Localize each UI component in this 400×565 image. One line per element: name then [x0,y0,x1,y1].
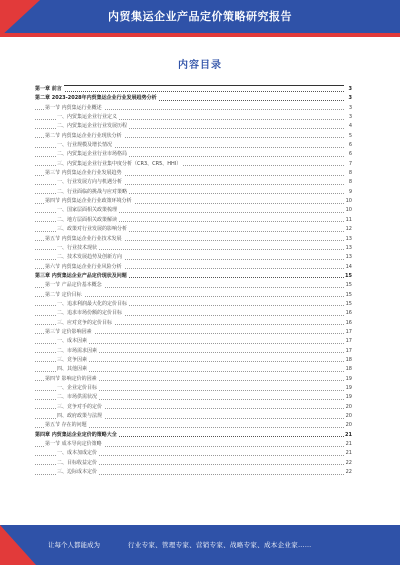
toc-entry[interactable] [35,113,352,122]
toc-entry[interactable] [35,281,352,290]
toc-entry-page: 21 [344,431,352,440]
toc-entry-title: 二、市场需求因素 [57,347,99,356]
toc-heading: 内容目录 [178,60,222,71]
toc-entry-title: 第三章 内贸集运企业产品定价现状及问题 [35,272,129,281]
toc-entry-page: 6 [344,141,352,150]
toc-entry[interactable] [35,104,352,113]
toc-entry-title: 第五节 存在的问题 [45,421,89,430]
toc-entry[interactable] [35,197,352,206]
toc-entry-page: 18 [344,356,352,365]
toc-entry-title: 一、成本加成定价 [57,449,99,458]
toc-entry-page: 20 [344,421,352,430]
toc-entry-page: 16 [344,319,352,328]
toc-entry[interactable] [35,440,352,449]
toc-entry[interactable] [35,85,352,94]
toc-entry-page: 21 [344,440,352,449]
toc-entry[interactable] [35,94,352,103]
toc-entry[interactable] [35,459,352,468]
toc-entry-title: 三、竞争对手的定价 [57,403,104,412]
toc-entry[interactable] [35,384,352,393]
toc-entry-title: 第一章 前言 [35,85,64,94]
toc-entry-title: 三、竞争因素 [57,356,89,365]
toc-entry[interactable] [35,365,352,374]
toc-entry-page: 19 [344,384,352,393]
toc-entry-title: 三、边际成本定价 [57,468,99,477]
toc-entry[interactable] [35,272,352,281]
toc-entry-page: 11 [344,216,352,225]
toc-entry-title: 一、行业发展方向与机遇分析 [57,178,124,187]
toc-entry-title: 二、市场供需状况 [57,393,99,402]
toc-entry-title: 第二节 定价目标 [45,291,84,300]
toc-entry[interactable] [35,150,352,159]
toc-entry[interactable] [35,309,352,318]
toc-entry[interactable] [35,235,352,244]
toc-entry-page: 13 [344,253,352,262]
toc-entry-page: 6 [344,150,352,159]
toc-entry-title: 第一节 内贸集运行业概述 [45,104,104,113]
toc-entry[interactable] [35,403,352,412]
toc-entry-page: 21 [344,449,352,458]
toc-entry[interactable] [35,412,352,421]
toc-entry-page: 15 [344,300,352,309]
toc-entry-title: 第五节 内贸集运企业行业技术发展 [45,235,124,244]
toc-entry-title: 第一节 成本导向定价策略 [45,440,104,449]
toc-entry[interactable] [35,169,352,178]
toc-entry[interactable] [35,328,352,337]
footer-slogan-left: 让每个人都能成为 [48,541,100,549]
toc-entry-title: 第六节 内贸集运企业行业风险分析 [45,263,124,272]
toc-entry-title: 一、行业技术现状 [57,244,99,253]
footer-slogan-right: 行业专家、管理专家、营销专家、战略专家、成本企业家…… [128,541,312,549]
toc-entry-page: 13 [344,244,352,253]
toc-entry[interactable] [35,132,352,141]
toc-entry[interactable] [35,319,352,328]
toc-entry[interactable] [35,188,352,197]
toc-entry[interactable] [35,421,352,430]
toc-entry-title: 第二章 2023-2028年内贸集运企业行业发展趋势分析 [35,94,159,103]
toc-entry[interactable] [35,375,352,384]
toc-entry-page: 10 [344,206,352,215]
toc-entry-page: 12 [344,225,352,234]
toc-entry-page: 8 [344,169,352,178]
toc-entry-page: 3 [344,94,352,103]
footer-red-accent [0,525,36,565]
toc-entry-title: 二、内贸集运企业行业市场格局 [57,150,129,159]
toc-entry-page: 3 [344,104,352,113]
toc-entry-title: 一、企业定价目标 [57,384,99,393]
toc-entry-title: 三、政策对行业发展的影响分析 [57,225,129,234]
toc-entry[interactable] [35,178,352,187]
toc-entry-title: 四、政府政策与法规 [57,412,104,421]
toc-entry-page: 4 [344,122,352,131]
toc-entry-page: 19 [344,375,352,384]
toc-entry[interactable] [35,468,352,477]
toc-entry[interactable] [35,225,352,234]
toc-entry[interactable] [35,347,352,356]
toc-entry[interactable] [35,206,352,215]
report-title: 内贸集运企业产品定价策略研究报告 [108,10,292,23]
toc-entry-page: 16 [344,309,352,318]
toc-entry[interactable] [35,253,352,262]
toc-entry-title: 第四节 内贸集运企业行业政策环境分析 [45,197,134,206]
toc-entry-page: 18 [344,365,352,374]
toc-entry[interactable] [35,449,352,458]
toc-entry-page: 15 [344,272,352,281]
toc-entry-title: 一、内贸集运企业行业定义 [57,113,119,122]
toc-entry-page: 3 [344,113,352,122]
toc-entry-page: 15 [344,291,352,300]
toc-entry-page: 9 [344,188,352,197]
toc-entry-title: 二、追求市场份额的定价目标 [57,309,124,318]
toc-entry-page: 17 [344,337,352,346]
toc-entry-title: 第一节 产品定价基本概念 [45,281,104,290]
toc-entry-title: 二、行业面临的挑战与应对策略 [57,188,129,197]
toc-entry-title: 第四章 内贸集运企业定价的策略大全 [35,431,119,440]
toc-entry[interactable] [35,160,352,169]
toc-entry-page: 5 [344,132,352,141]
header-red-stripe [0,33,400,37]
toc-entry-page: 8 [344,178,352,187]
toc-entry[interactable] [35,122,352,131]
toc-entry-title: 一、追求利润最大化的定价目标 [57,300,129,309]
toc-entry-title: 二、内贸集运企业行业发展历程 [57,122,129,131]
toc-entry-title: 一、成本因素 [57,337,89,346]
toc-entry-title: 二、地方层面相关政策解读 [57,216,119,225]
toc-entry-title: 第三节 定价影响因素 [45,328,94,337]
toc-entry-page: 15 [344,281,352,290]
toc-entry-page: 19 [344,393,352,402]
toc-entry[interactable] [35,244,352,253]
toc-entry-page: 10 [344,197,352,206]
toc-entry-page: 7 [344,160,352,169]
toc-entry-title: 第二节 内贸集运企业行业现状分析 [45,132,124,141]
toc-entry-title: 第四节 影响定价的因素 [45,375,99,384]
toc-entry-title: 第三节 内贸集运企业行业发展趋势 [45,169,124,178]
toc-entry-page: 20 [344,412,352,421]
toc-entry-title: 四、其他因素 [57,365,89,374]
toc-entry[interactable] [35,291,352,300]
toc-entry[interactable] [35,300,352,309]
toc-entry-page: 22 [344,468,352,477]
toc-entry-page: 3 [344,85,352,94]
toc-entry[interactable] [35,393,352,402]
toc-entry[interactable] [35,263,352,272]
toc-entry-page: 17 [344,328,352,337]
toc-entry[interactable] [35,431,352,440]
toc-entry-page: 20 [344,403,352,412]
toc-entry[interactable] [35,337,352,346]
toc-entry[interactable] [35,356,352,365]
toc-entry-title: 三、应对竞争的定价目标 [57,319,114,328]
table-of-contents [35,85,352,477]
toc-entry-title: 一、行业规模及增长情况 [57,141,114,150]
toc-entry-title: 二、目标收益定价 [57,459,99,468]
toc-entry-page: 13 [344,235,352,244]
toc-entry[interactable] [35,141,352,150]
toc-entry-title: 三、内贸集运企业行业集中度分析（CR3、CR5、HHI） [57,160,183,169]
toc-entry-page: 14 [344,263,352,272]
toc-entry[interactable] [35,216,352,225]
toc-entry-page: 17 [344,347,352,356]
toc-entry-page: 22 [344,459,352,468]
toc-entry-title: 一、国家层面相关政策梳理 [57,206,119,215]
toc-entry-title: 二、技术发展趋势及创新方向 [57,253,124,262]
toc-dot-leader [35,91,344,92]
